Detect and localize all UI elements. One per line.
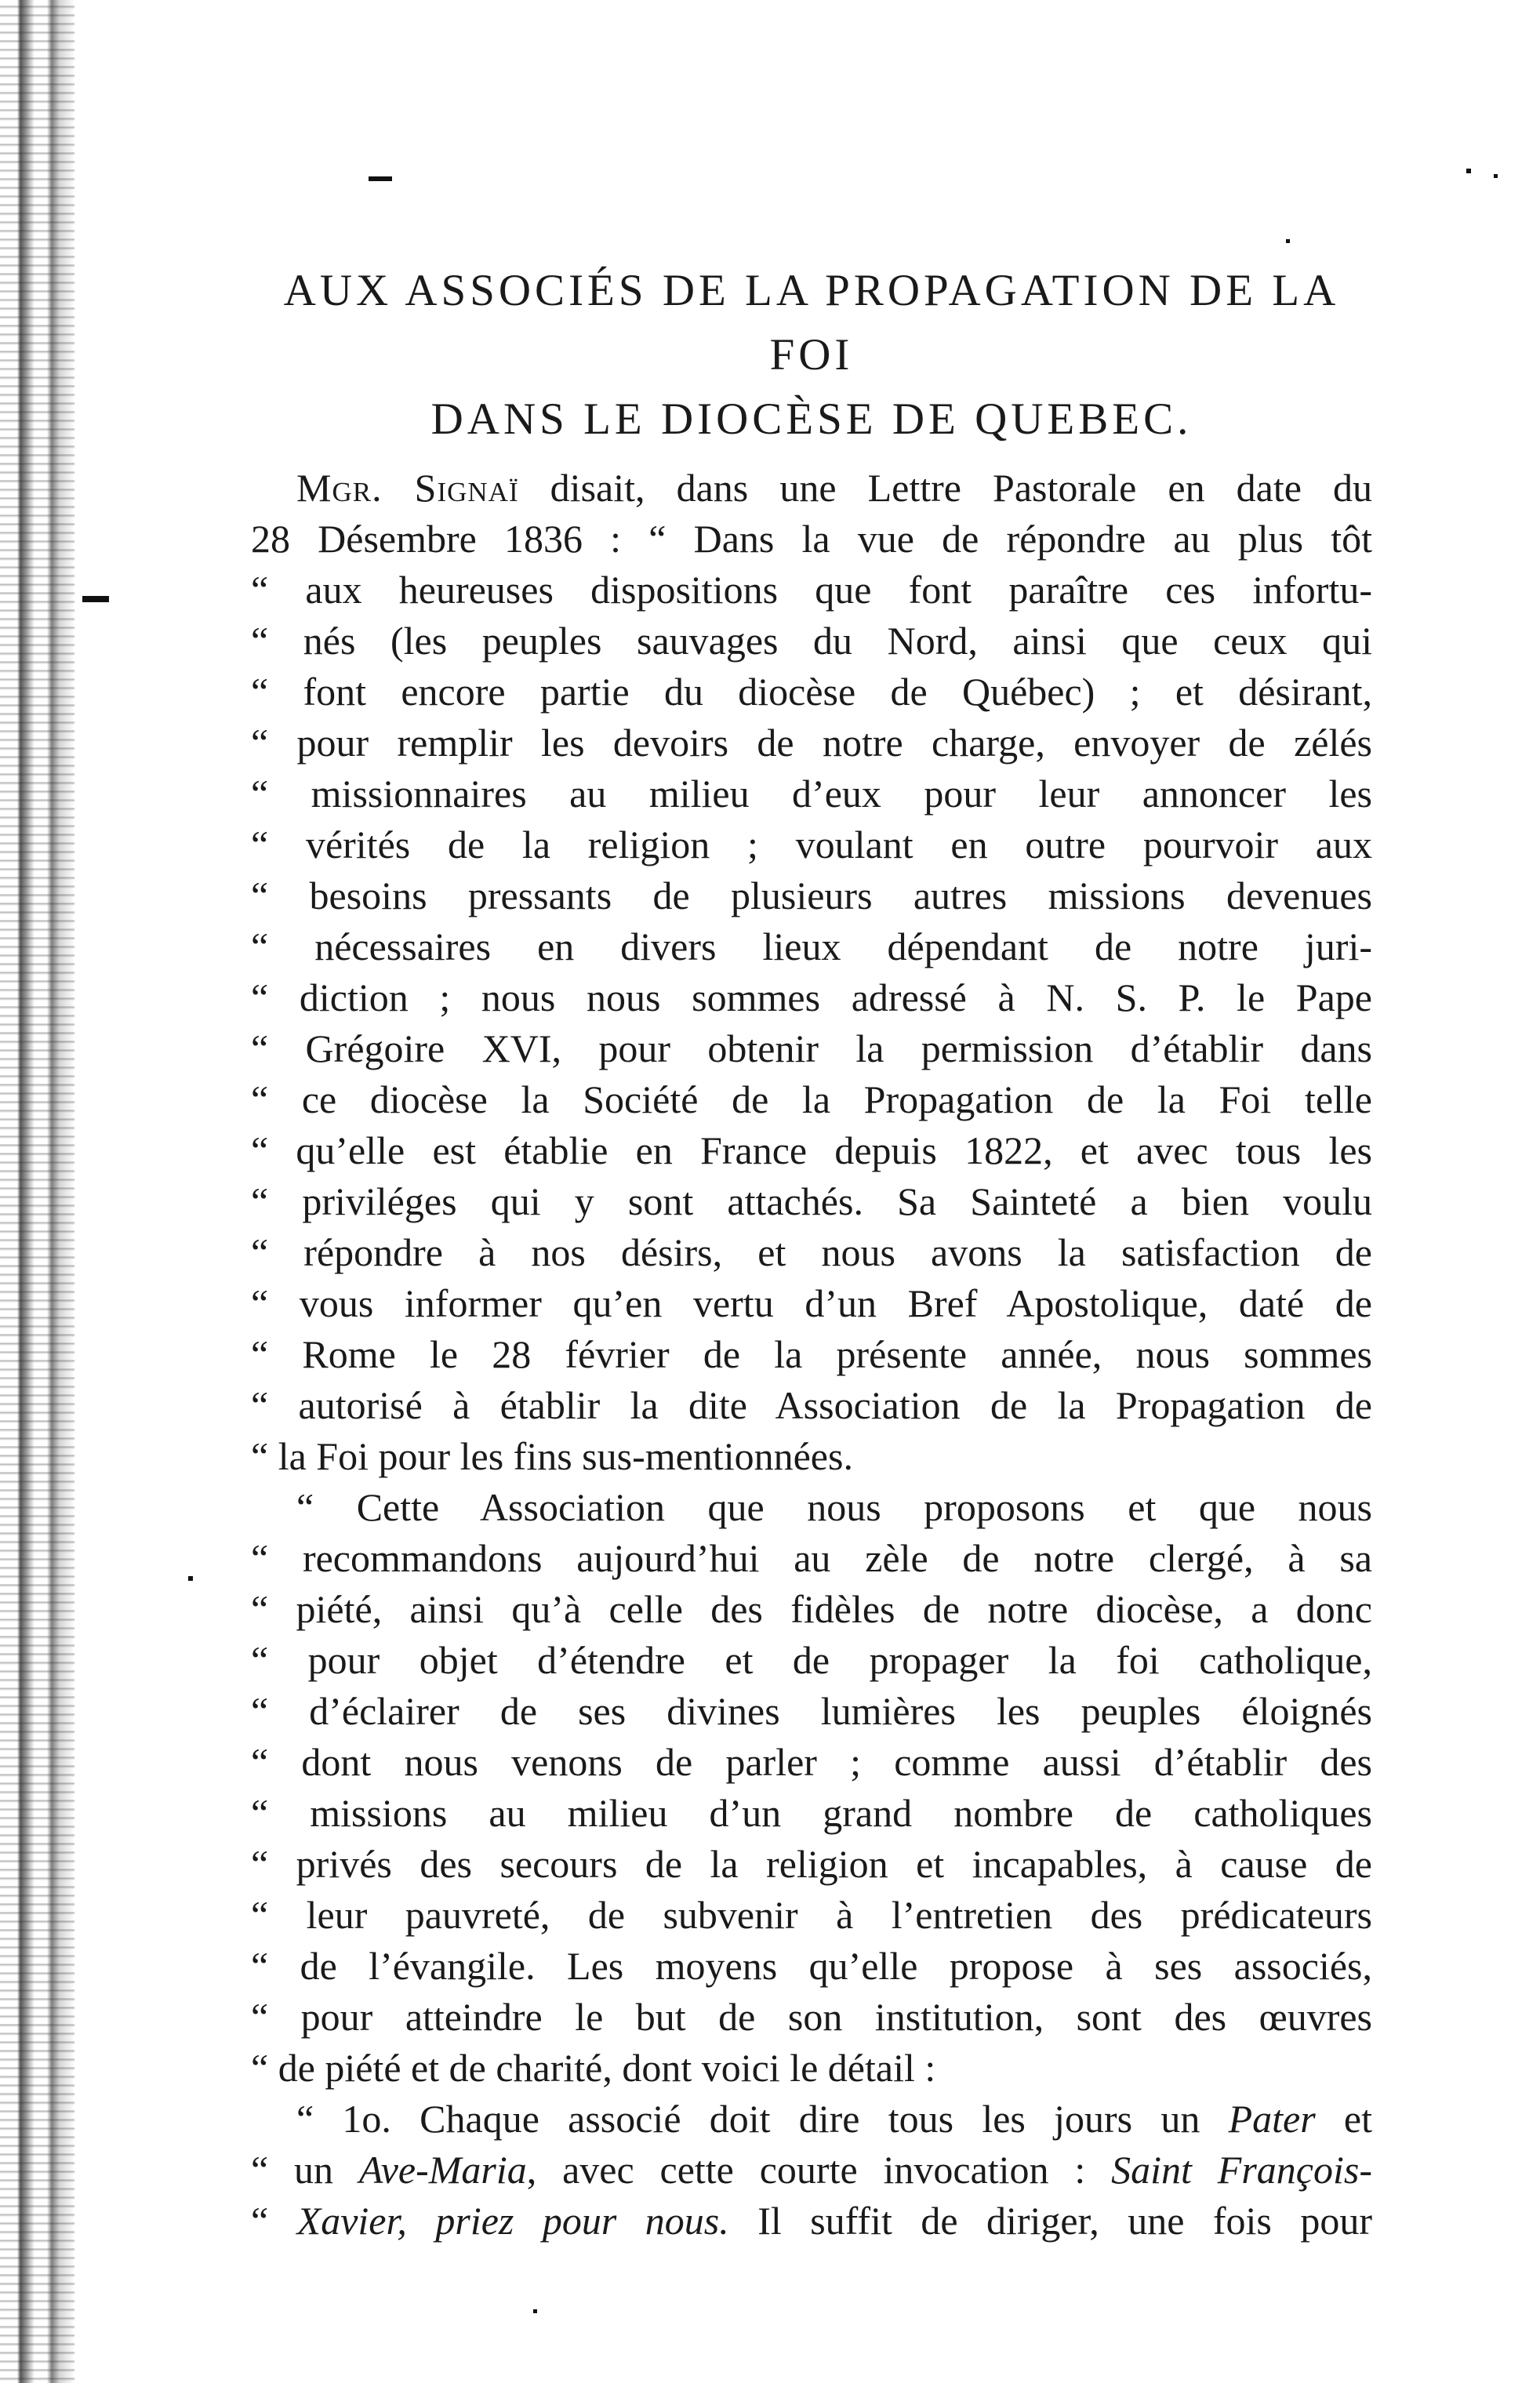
text-line: “ de piété et de charité, dont voici le détail : (251, 2046, 936, 2090)
text-line: “ la Foi pour les fins sus-mentionnées. (251, 1434, 853, 1478)
text-line-fragment: Il suffit de diriger, une fois pour (728, 2199, 1372, 2243)
text-line: “ missionnaires au milieu d’eux pour leur annoncer les (251, 772, 1372, 816)
text-line: 28 Désembre 1836 : “ Dans la vue de répondre au plus tôt (251, 517, 1372, 561)
text-line: “ piété, ainsi qu’à celle des fidèles de notre diocèse, a donc (251, 1587, 1372, 1631)
text-line-fragment: , avec cette courte invocation : (526, 2148, 1112, 2192)
scan-speck (369, 176, 392, 181)
text-line: “ pour remplir les devoirs de notre charge, envoyer de zélés (251, 721, 1372, 765)
text-line: “ diction ; nous nous sommes adressé à N. S. P. le Pape (251, 975, 1372, 1019)
text-line: “ autorisé à établir la dite Association de la Propagation de (251, 1383, 1372, 1427)
text-line: “ qu’elle est établie en France depuis 1822, et avec tous les (251, 1128, 1372, 1172)
text-line: “ leur pauvreté, de subvenir à l’entretien des prédicateurs (251, 1893, 1372, 1937)
text-line: “ font encore partie du diocèse de Québec) ; et désirant, (251, 670, 1372, 714)
text-line: “ missions au milieu d’un grand nombre de catholiques (251, 1791, 1372, 1835)
text-line: “ nécessaires en divers lieux dépendant de notre juri- (251, 925, 1372, 968)
scan-speck (1286, 239, 1290, 243)
text-line: “ d’éclairer de ses divines lumières les peuples éloignés (251, 1689, 1372, 1733)
text-line: “ répondre à nos désirs, et nous avons la satisfaction de (251, 1230, 1372, 1274)
text-line: “ vous informer qu’en vertu d’un Bref Apostolique, daté de (251, 1281, 1372, 1325)
heading-line-1: AUX ASSOCIÉS DE LA PROPAGATION DE LA FOI (283, 266, 1340, 380)
text-line-fragment: et (1315, 2097, 1372, 2141)
page-heading (251, 259, 1372, 452)
text-line: “ Rome le 28 février de la présente année, nous sommes (251, 1332, 1372, 1376)
scan-speck (188, 1576, 193, 1581)
text-line: “ priviléges qui y sont attachés. Sa Sainteté a bien voulu (251, 1179, 1372, 1223)
text-line (251, 2145, 1372, 2196)
text-line: “ recommandons aujourd’hui au zèle de notre clergé, à sa (251, 1536, 1372, 1580)
italic-term: Pater (1228, 2097, 1316, 2141)
text-line: “ dont nous venons de parler ; comme aussi d’établir des (251, 1740, 1372, 1784)
scan-speck (1494, 174, 1498, 178)
text-line: “ Grégoire XVI, pour obtenir la permission d’établir dans (251, 1026, 1372, 1070)
author-name: Mgr. Signaï (296, 466, 519, 510)
text-line: “ de l’évangile. Les moyens qu’elle propose à ses associés, (251, 1944, 1372, 1988)
heading-line-2: DANS LE DIOCÈSE DE QUEBEC. (430, 394, 1193, 444)
text-line-fragment: disait, dans une Lettre Pastorale en date du (518, 466, 1372, 510)
text-line: “ Cette Association que nous proposons et que nous (296, 1485, 1372, 1529)
text-line: “ aux heureuses dispositions que font paraître ces infortu- (251, 568, 1372, 612)
scan-binding-edge (0, 0, 74, 2383)
text-line: “ vérités de la religion ; voulant en outre pourvoir aux (251, 823, 1372, 866)
text-line: “ pour atteindre le but de son institution, sont des œuvres (251, 1995, 1372, 2039)
italic-term: Saint François- (1111, 2148, 1372, 2192)
text-line (251, 2094, 1372, 2145)
text-line: “ besoins pressants de plusieurs autres missions devenues (251, 874, 1372, 917)
text-line (251, 2196, 1372, 2247)
text-line-fragment: “ 1o. Chaque associé doit dire tous les jours un (296, 2097, 1229, 2141)
document-body (251, 463, 1372, 2247)
text-line: “ nés (les peuples sauvages du Nord, ainsi que ceux qui (251, 619, 1372, 663)
text-line-fragment: “ (251, 2199, 297, 2243)
document-page (251, 259, 1372, 2247)
text-line: “ ce diocèse la Société de la Propagation de la Foi telle (251, 1077, 1372, 1121)
scan-speck (1466, 169, 1471, 173)
scan-speck (533, 2309, 537, 2313)
italic-term: Xavier, priez pour nous. (296, 2199, 729, 2243)
italic-term: Ave-Maria (358, 2148, 527, 2192)
text-line: “ pour objet d’étendre et de propager la foi catholique, (251, 1638, 1372, 1682)
text-line: “ privés des secours de la religion et incapables, à cause de (251, 1842, 1372, 1886)
scan-speck (82, 596, 109, 602)
text-line-fragment: “ un (251, 2148, 359, 2192)
text-line (251, 463, 1372, 514)
